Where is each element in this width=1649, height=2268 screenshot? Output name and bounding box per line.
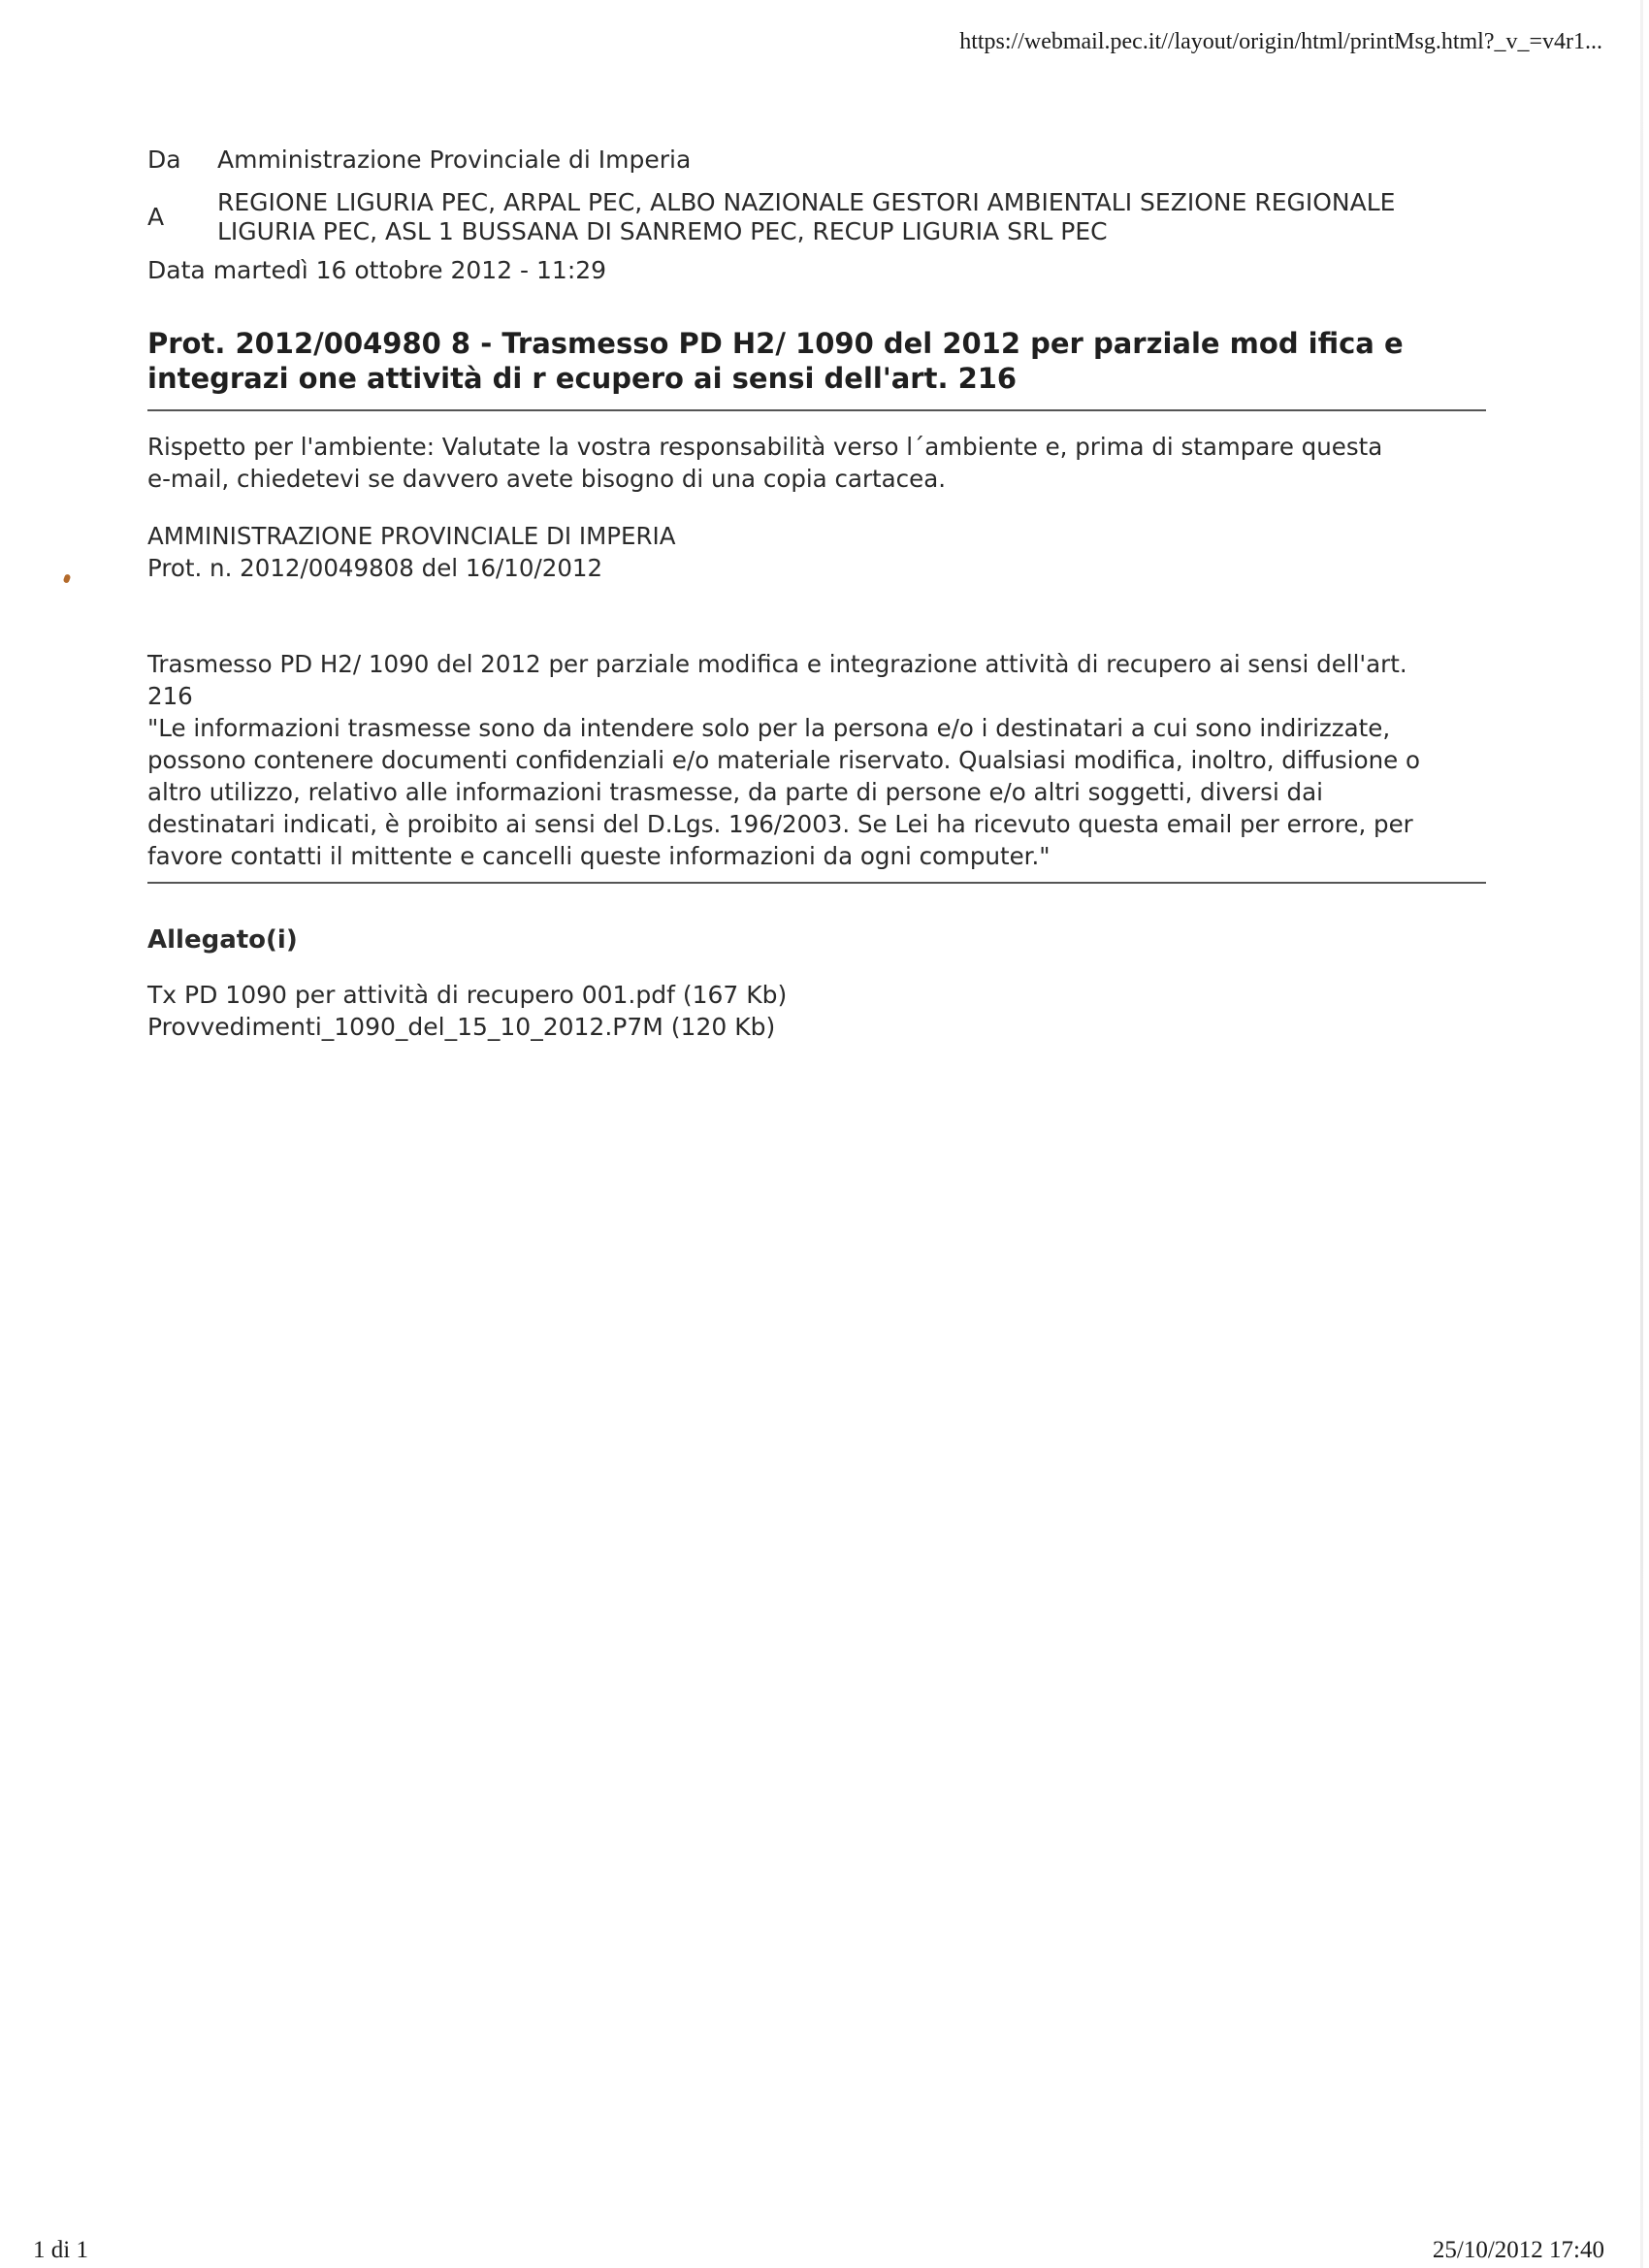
to-line: LIGURIA PEC, ASL 1 BUSSANA DI SANREMO PEC, RECUP LIGURIA SRL PEC — [217, 217, 1108, 245]
from-value: Amministrazione Provinciale di Imperia — [217, 146, 692, 174]
print-header-url: https://webmail.pec.it//layout/origin/html/printMsg.html?_v_=v4r1... — [959, 29, 1602, 54]
disclaimer — [147, 712, 1486, 872]
from-label: Da — [147, 146, 181, 174]
date-label: Data — [147, 256, 206, 284]
attachments-title: Allegato(i) — [147, 925, 298, 955]
eco-note — [147, 431, 1486, 495]
attachment-item[interactable]: Tx PD 1090 per attività di recupero 001.pdf (167 Kb) — [147, 981, 788, 1009]
disclaimer-line: favore contatti il mittente e cancelli queste informazioni da ogni computer." — [147, 842, 1051, 870]
eco-note-line: Rispetto per l'ambiente: Valutate la vostra responsabilità verso l´ambiente e, prima di stampare questa — [147, 433, 1383, 461]
scan-mark — [63, 573, 72, 584]
message-body — [147, 648, 1486, 712]
message-subject — [147, 326, 1486, 396]
disclaimer-line: altro utilizzo, relativo alle informazioni trasmesse, da parte di persone e/o altri soggetti, diversi dai — [147, 778, 1323, 806]
eco-note-line: e-mail, chiedetevi se davvero avete bisogno di una copia cartacea. — [147, 465, 946, 493]
disclaimer-line: possono contenere documenti confidenziali e/o materiale riservato. Qualsiasi modifica, inoltro, diffusione o — [147, 746, 1420, 774]
body-line: 216 — [147, 682, 193, 710]
disclaimer-line: destinatari indicati, è proibito ai sensi del D.Lgs. 196/2003. Se Lei ha ricevuto questa email per errore, per — [147, 810, 1413, 838]
protocol-number: Prot. n. 2012/0049808 del 16/10/2012 — [147, 554, 603, 582]
body-line: Trasmesso PD H2/ 1090 del 2012 per parziale modifica e integrazione attività di recupero ai sensi dell'art. — [147, 650, 1407, 678]
message-content — [147, 146, 1486, 1043]
org-name: AMMINISTRAZIONE PROVINCIALE DI IMPERIA — [147, 522, 676, 550]
disclaimer-line: "Le informazioni trasmesse sono da intendere solo per la persona e/o i destinatari a cui sono indirizzate, — [147, 714, 1391, 742]
attachment-item[interactable]: Provvedimenti_1090_del_15_10_2012.P7M (120 Kb) — [147, 1013, 776, 1041]
to-row — [147, 188, 1486, 246]
print-timestamp: 25/10/2012 17:40 — [1432, 2237, 1604, 2263]
to-label: A — [147, 203, 165, 231]
attachments-list — [147, 979, 1486, 1043]
divider — [147, 882, 1486, 884]
divider — [147, 409, 1486, 411]
sender-block — [147, 520, 1486, 584]
from-row — [147, 146, 1486, 175]
date-value: martedì 16 ottobre 2012 - 11:29 — [212, 256, 607, 284]
to-value — [217, 188, 1486, 246]
subject-line: Prot. 2012/004980 8 - Trasmesso PD H2/ 1090 del 2012 per parziale mod ifica e — [147, 327, 1404, 360]
print-page-number: 1 di 1 — [33, 2237, 88, 2263]
date-row — [147, 256, 1486, 285]
to-line: REGIONE LIGURIA PEC, ARPAL PEC, ALBO NAZIONALE GESTORI AMBIENTALI SEZIONE REGIONALE — [217, 188, 1396, 216]
subject-line: integrazi one attività di r ecupero ai sensi dell'art. 216 — [147, 362, 1018, 395]
scan-edge — [1640, 0, 1643, 2268]
